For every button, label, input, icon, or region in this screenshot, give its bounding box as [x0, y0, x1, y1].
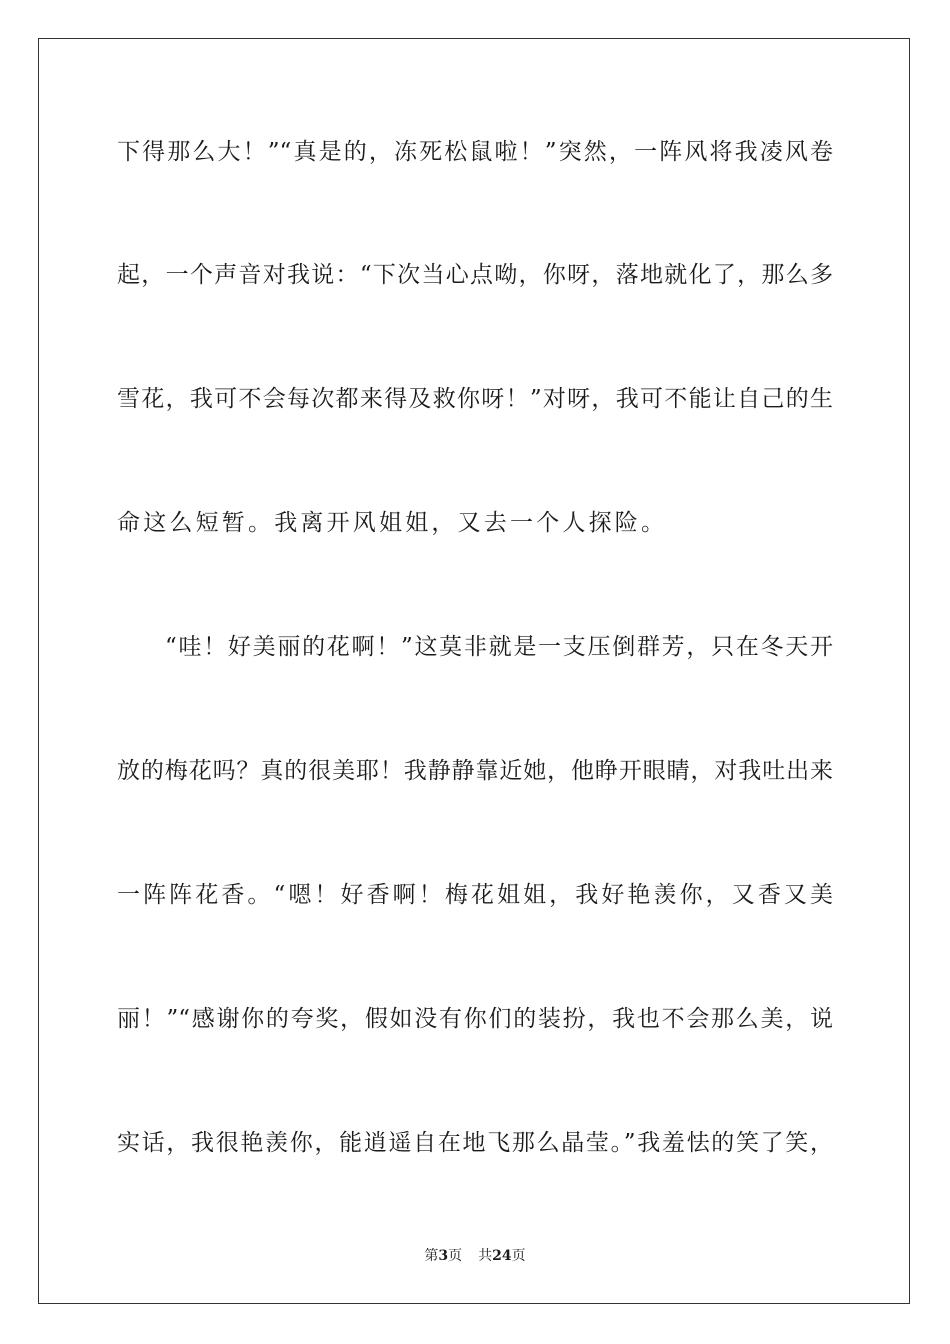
- text-line-1: 下得那么大！”“真是的，冻死松鼠啦！”突然，一阵风将我凌风卷: [117, 139, 833, 165]
- page-unit: 页: [448, 1248, 463, 1264]
- text-line-7: 一阵阵花香。“嗯！好香啊！梅花姐姐，我好艳羡你，又香又美: [117, 882, 833, 908]
- total-unit: 页: [511, 1248, 526, 1264]
- total-prefix: 共: [478, 1248, 493, 1264]
- text-line-5: “哇！好美丽的花啊！”这莫非就是一支压倒群芳，只在冬天开: [165, 634, 833, 660]
- text-line-6: 放的梅花吗？真的很美耶！我静静靠近她，他睁开眼睛，对我吐出来: [117, 758, 833, 784]
- text-line-2: 起，一个声音对我说：“下次当心点呦，你呀，落地就化了，那么多: [117, 262, 833, 288]
- total-pages: 24: [492, 1248, 512, 1264]
- page-number: 3: [438, 1248, 449, 1264]
- page-prefix: 第: [424, 1248, 439, 1264]
- text-line-3: 雪花，我可不会每次都来得及救你呀！”对呀，我可不能让自己的生: [117, 386, 833, 412]
- text-line-4: 命这么短暂。我离开风姐姐，又去一个人探险。: [117, 510, 668, 536]
- text-line-8: 丽！”“感谢你的夸奖，假如没有你们的装扮，我也不会那么美，说: [117, 1006, 833, 1032]
- page-border: [38, 38, 910, 1304]
- text-line-9: 实话，我很艳羡你，能逍遥自在地飞那么晶莹。”我羞怯的笑了笑，: [117, 1130, 833, 1156]
- page-footer: [0, 1247, 950, 1265]
